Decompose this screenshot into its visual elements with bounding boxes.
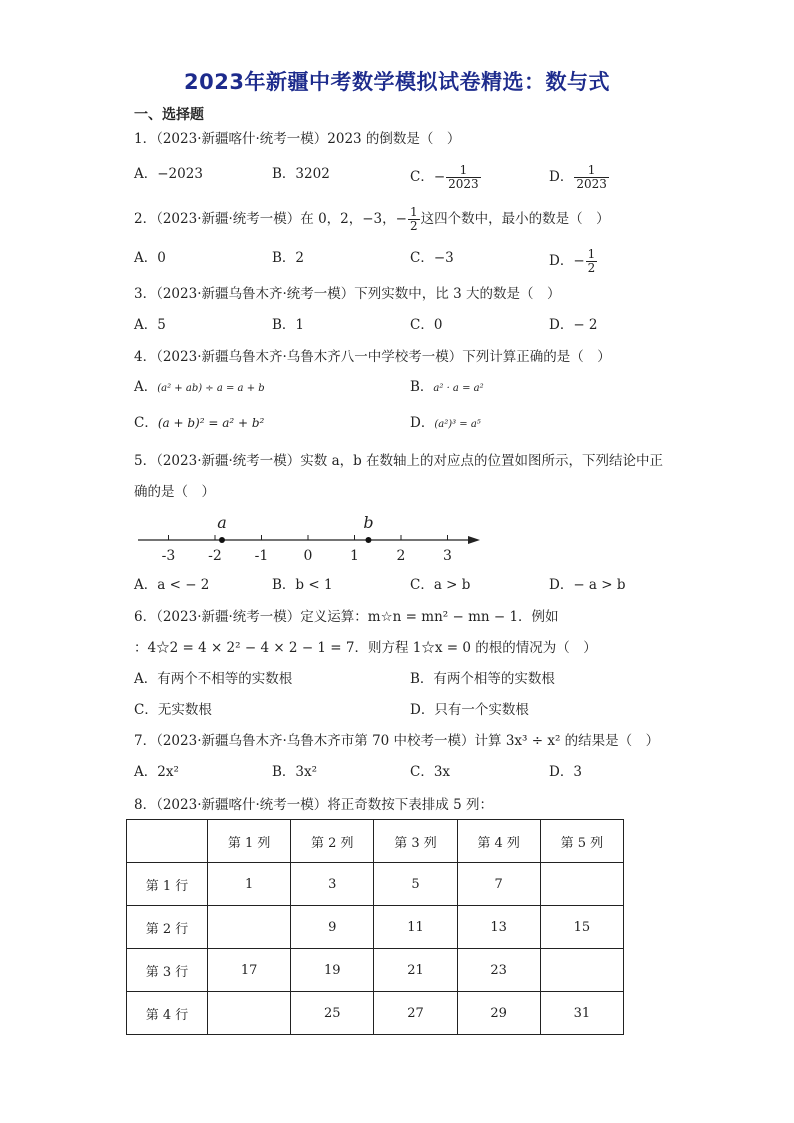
number-line-tick-label: -1 [254, 548, 269, 564]
number-line-tick-label: 1 [350, 548, 359, 564]
q2-option-a: A．0 [134, 250, 166, 266]
number-line-point-b [365, 537, 371, 543]
q3-option-a: A．5 [134, 317, 166, 333]
table-cell: 27 [374, 992, 457, 1035]
table-cell [208, 992, 291, 1035]
question-6-stem-line1: 6．（2023·新疆·统考一模）定义运算：m☆n = mn² − mn − 1．例如 [134, 609, 559, 625]
q5-option-d: D．− a > b [549, 577, 626, 593]
q4-option-d: D．(a²)³ = a⁵ [410, 415, 481, 431]
number-line-tick-label: -3 [161, 548, 176, 564]
number-line-point-label: a [217, 513, 227, 532]
table-cell: 7 [457, 863, 540, 906]
q4-option-b: B．a² · a = a² [410, 379, 484, 395]
q3-option-b: B．1 [272, 317, 305, 333]
table-cell: 第 2 行 [127, 906, 208, 949]
q7-option-a: A．2x² [134, 764, 179, 780]
q5-option-b: B．b < 1 [272, 577, 333, 593]
q7-option-d: D．3 [549, 764, 582, 780]
q1-option-b: B．3202 [272, 166, 330, 182]
table-row [127, 863, 624, 906]
table-cell: 25 [291, 992, 374, 1035]
table-cell: 5 [374, 863, 457, 906]
table-cell: 1 [208, 863, 291, 906]
table-cell: 15 [540, 906, 623, 949]
odd-number-table [126, 819, 624, 1035]
table-cell: 29 [457, 992, 540, 1035]
table-cell: 9 [291, 906, 374, 949]
q2-option-b: B．2 [272, 250, 305, 266]
question-7-stem: 7．（2023·新疆乌鲁木齐·乌鲁木齐市第 70 中校考一模）计算 3x³ ÷ x² 的结果是（ ） [134, 733, 660, 749]
table-header-cell: 第 4 列 [457, 820, 540, 863]
q6-option-c: C．无实数根 [134, 702, 212, 718]
table-header-cell: 第 2 列 [291, 820, 374, 863]
question-4-stem: 4．（2023·新疆乌鲁木齐·乌鲁木齐八一中学校考一模）下列计算正确的是（ ） [134, 349, 611, 365]
table-header-row [127, 820, 624, 863]
table-cell: 19 [291, 949, 374, 992]
table-row [127, 949, 624, 992]
table-header-cell: 第 1 列 [208, 820, 291, 863]
question-5-stem-line1: 5．（2023·新疆·统考一模）实数 a，b 在数轴上的对应点的位置如图所示，下列结论中正 [134, 453, 664, 469]
question-2-stem: 2．（2023·新疆·统考一模）在 0，2，−3，− $\frac{1}{2}$ 这四个数中，最小的数是（ ） [134, 205, 610, 233]
q4-option-a: A．(a² + ab) ÷ a = a + b [134, 379, 265, 395]
number-line-point-label: b [363, 513, 374, 532]
number-line-figure [134, 508, 494, 568]
table-cell: 21 [374, 949, 457, 992]
q7-option-c: C．3x [410, 764, 451, 780]
table-cell: 第 4 行 [127, 992, 208, 1035]
q3-option-c: C．0 [410, 317, 443, 333]
q6-option-b: B．有两个相等的实数根 [410, 671, 555, 687]
number-line-tick-label: 0 [303, 548, 313, 564]
q1-option-c-fraction: $\frac{1}{2023}$ [448, 163, 479, 191]
q1-option-a: A．−2023 [134, 166, 203, 182]
table-header-cell: 第 5 列 [540, 820, 623, 863]
table-header-cell [127, 820, 208, 863]
q7-option-b: B．3x² [272, 764, 318, 780]
q5-option-c: C．a > b [410, 577, 471, 593]
q4-option-c: C．(a + b)² = a² + b² [134, 415, 265, 431]
table-cell: 13 [457, 906, 540, 949]
table-cell: 第 3 行 [127, 949, 208, 992]
q6-option-a: A．有两个不相等的实数根 [134, 671, 293, 687]
table-cell: 11 [374, 906, 457, 949]
number-line-tick-label: 3 [443, 548, 452, 564]
number-line-tick-label: -2 [208, 548, 222, 564]
number-line-point-a [219, 537, 225, 543]
page-title: 2023年新疆中考数学模拟试卷精选：数与式 [184, 70, 610, 94]
table-cell: 17 [208, 949, 291, 992]
number-line-tick-label: 2 [396, 548, 406, 564]
table-cell: 3 [291, 863, 374, 906]
q2-option-d: D．− $\frac{1}{2}$ [549, 247, 596, 275]
q5-option-a: A．a < − 2 [134, 577, 210, 593]
question-5-stem-line2: 确的是（ ） [134, 484, 215, 500]
table-cell: 23 [457, 949, 540, 992]
question-8-stem: 8．（2023·新疆喀什·统考一模）将正奇数按下表排成 5 列： [134, 797, 493, 813]
table-cell: 31 [540, 992, 623, 1035]
q6-option-d: D．只有一个实数根 [410, 702, 529, 718]
table-cell [540, 863, 623, 906]
question-6-stem-line2: ：4☆2 = 4 × 2² − 4 × 2 − 1 = 7．则方程 1☆x = 0 的根的情况为（ ） [134, 640, 597, 656]
q1-option-d: D． $\frac{1}{2023}$ [549, 163, 607, 191]
table-cell [540, 949, 623, 992]
table-row [127, 992, 624, 1035]
table-header-cell: 第 3 列 [374, 820, 457, 863]
q3-option-d: D．− 2 [549, 317, 598, 333]
q2-option-d-fraction: $\frac{1}{2}$ [587, 247, 596, 275]
number-line-arrow [468, 536, 480, 544]
table-cell [208, 906, 291, 949]
table-cell: 第 1 行 [127, 863, 208, 906]
q2-option-c: C．−3 [410, 250, 454, 266]
section-heading: 一、选择题 [134, 107, 204, 123]
q2-stem-fraction: $\frac{1}{2}$ [409, 205, 418, 233]
table-row [127, 906, 624, 949]
question-1-stem: 1．（2023·新疆喀什·统考一模）2023 的倒数是（ ） [134, 131, 461, 147]
question-3-stem: 3．（2023·新疆乌鲁木齐·统考一模）下列实数中，比 3 大的数是（ ） [134, 286, 561, 302]
q1-option-d-fraction: $\frac{1}{2023}$ [576, 163, 607, 191]
q1-option-c: C．− $\frac{1}{2023}$ [410, 163, 479, 191]
